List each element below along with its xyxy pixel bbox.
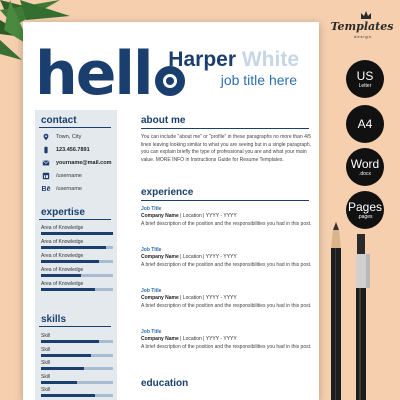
company-name: Company Name bbox=[141, 254, 179, 260]
level-bar bbox=[41, 288, 113, 291]
job-description: A brief description of the position and the responsibilities you had in this post. bbox=[141, 262, 312, 268]
bar-label: Area of Knowledge bbox=[41, 253, 84, 259]
bar-item bbox=[41, 374, 113, 384]
level-bar-fill bbox=[41, 232, 113, 235]
bar-label: Skill bbox=[41, 387, 51, 393]
badge-sub: .docx bbox=[359, 171, 371, 177]
bar-label: Area of Knowledge bbox=[41, 267, 84, 273]
level-bar-fill bbox=[41, 367, 84, 370]
level-bar bbox=[41, 367, 113, 370]
badge-sub: Letter bbox=[358, 83, 372, 89]
contact-linkedin-row bbox=[41, 171, 82, 181]
contact-address-row bbox=[41, 132, 81, 142]
contact-email-row bbox=[41, 158, 112, 168]
level-bar-fill bbox=[41, 246, 106, 249]
job-title: Job Title bbox=[141, 329, 162, 335]
level-bar bbox=[41, 246, 113, 249]
job-description: A brief description of the position and the responsibilities you had in this post. bbox=[141, 303, 312, 309]
brand-crown-icon bbox=[360, 10, 372, 20]
job-description: A brief description of the position and the responsibilities you had in this post. bbox=[141, 344, 312, 350]
bar-item bbox=[41, 267, 113, 277]
bar-label: Area of Knowledge bbox=[41, 281, 84, 287]
experience-entry bbox=[141, 288, 315, 310]
experience-divider bbox=[141, 200, 309, 201]
bar-item bbox=[41, 281, 113, 291]
job-title: Job Title bbox=[141, 288, 162, 294]
company-line bbox=[141, 254, 315, 262]
company-name: Company Name bbox=[141, 213, 179, 219]
first-name: Harper bbox=[168, 48, 236, 71]
contact-divider bbox=[39, 127, 111, 128]
level-bar bbox=[41, 274, 113, 277]
company-name: Company Name bbox=[141, 336, 179, 342]
company-line bbox=[141, 336, 315, 344]
level-bar-fill bbox=[41, 394, 95, 397]
bar-label: Skill bbox=[41, 360, 51, 366]
badge-sub: .pages bbox=[357, 214, 373, 220]
level-bar-fill bbox=[41, 340, 99, 343]
bar-item bbox=[41, 387, 113, 397]
brand-logo: Templates bbox=[330, 20, 394, 33]
education-heading: education bbox=[141, 378, 189, 389]
bar-label: Skill bbox=[41, 333, 51, 339]
linkedin-icon bbox=[41, 172, 51, 180]
badge-us-letter bbox=[346, 60, 384, 98]
hello-title bbox=[35, 39, 185, 109]
contact-email[interactable]: yourname@mail.com bbox=[56, 160, 112, 166]
bar-item bbox=[41, 347, 113, 357]
level-bar-fill bbox=[41, 381, 77, 384]
full-name bbox=[168, 48, 299, 72]
job-description: A brief description of the position and the responsibilities you had in this post. bbox=[141, 221, 312, 227]
contact-phone: 123.456.7891 bbox=[56, 147, 90, 153]
contact-linkedin[interactable]: /username bbox=[56, 173, 82, 179]
experience-entry bbox=[141, 206, 315, 228]
level-bar bbox=[41, 394, 113, 397]
bar-item bbox=[41, 225, 113, 235]
level-bar-fill bbox=[41, 354, 91, 357]
badge-word bbox=[346, 148, 384, 186]
contact-address: Town, City bbox=[56, 134, 82, 140]
location-dates: | Location | YYYY - YYYY bbox=[178, 254, 237, 260]
level-bar bbox=[41, 354, 113, 357]
about-text: You can include "about me" or "profile" in these paragraphs no more than 4/5 lines leaving looking similar to what you are seeing but in a single paragraph, you can explain briefly the type of professional you are and what your main value. MORE INFO in Instructions Guide for Resume Templates. bbox=[141, 134, 312, 163]
hello-text: hell bbox=[35, 39, 152, 109]
bar-item bbox=[41, 253, 113, 263]
bar-label: Area of Knowledge bbox=[41, 225, 84, 231]
experience-heading: experience bbox=[141, 187, 194, 198]
bar-label: Area of Knowledge bbox=[41, 239, 84, 245]
about-heading: about me bbox=[141, 115, 186, 126]
bar-label: Skill bbox=[41, 346, 51, 353]
expertise-heading: expertise bbox=[41, 207, 85, 218]
company-name: Company Name bbox=[141, 295, 179, 301]
job-title: Job Title bbox=[141, 206, 162, 212]
level-bar bbox=[41, 381, 113, 384]
badge-a4 bbox=[346, 105, 384, 143]
badge-main: Pages bbox=[347, 200, 383, 214]
badge-main: A4 bbox=[357, 117, 373, 131]
skills-divider bbox=[39, 326, 111, 327]
pen-decoration bbox=[348, 234, 374, 400]
contact-behance-row bbox=[41, 184, 82, 194]
company-line bbox=[141, 295, 315, 303]
badge-pages bbox=[346, 191, 384, 229]
bar-label: Skill bbox=[41, 373, 51, 380]
pencil-decoration bbox=[328, 222, 344, 400]
about-divider bbox=[141, 128, 309, 129]
expertise-divider bbox=[39, 219, 111, 220]
email-icon bbox=[41, 159, 51, 167]
resume-sheet bbox=[23, 22, 319, 400]
location-dates: | Location | YYYY - YYYY bbox=[178, 336, 237, 342]
level-bar bbox=[41, 260, 113, 263]
brand-subtitle: design bbox=[354, 34, 372, 39]
level-bar-fill bbox=[41, 260, 99, 263]
level-bar-fill bbox=[41, 274, 81, 277]
job-title: Job Title bbox=[141, 247, 162, 253]
location-dates: | Location | YYYY - YYYY bbox=[178, 213, 237, 219]
level-bar bbox=[41, 232, 113, 235]
badge-main: Word bbox=[350, 157, 380, 171]
bar-item bbox=[41, 239, 113, 249]
behance-icon: Bē bbox=[41, 185, 51, 193]
skills-heading: skills bbox=[41, 314, 67, 325]
level-bar-fill bbox=[41, 288, 95, 291]
contact-behance[interactable]: /username bbox=[56, 186, 82, 192]
experience-entry bbox=[141, 329, 315, 351]
level-bar bbox=[41, 340, 113, 343]
company-line bbox=[141, 213, 315, 221]
contact-heading: contact bbox=[41, 115, 77, 126]
location-dates: | Location | YYYY - YYYY bbox=[178, 295, 237, 301]
badge-main: US bbox=[356, 69, 374, 83]
phone-icon bbox=[41, 146, 51, 154]
last-name: White bbox=[241, 48, 299, 71]
bar-item bbox=[41, 333, 113, 343]
contact-phone-row bbox=[41, 145, 90, 155]
experience-entry bbox=[141, 247, 315, 269]
job-title: job title here bbox=[220, 72, 297, 88]
location-icon bbox=[41, 133, 51, 141]
bar-item bbox=[41, 360, 113, 370]
